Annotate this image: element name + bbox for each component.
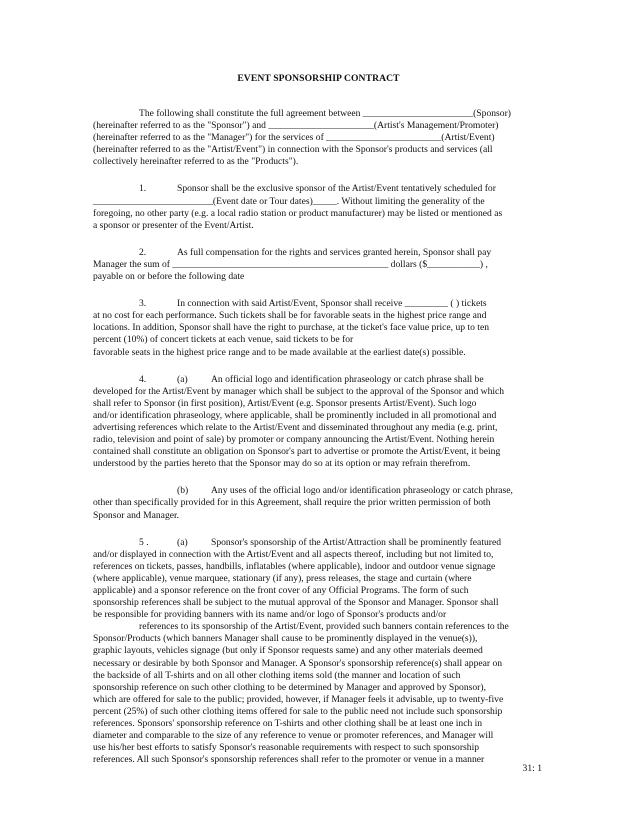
section-number: 2. [139, 246, 147, 258]
section-5a [93, 537, 544, 767]
section-line: percent (10%) of concert tickets at each venue, said tickets to be for [93, 334, 354, 346]
section-text: In connection with said Artist/Event, Sponsor shall receive _________ ( ) tickets [177, 298, 487, 310]
section-text: Sponsor's sponsorship of the Artist/Attraction shall be prominently featured [211, 536, 502, 548]
section-number: 3. [139, 298, 147, 310]
section-line: _________________________(Event date or Tour dates)_____. Without limiting the generality of the [93, 195, 485, 207]
intro-line: (hereinafter referred to as the "Sponsor") and ______________________(Artist's Management/Promoter) [93, 120, 499, 132]
section-number: 1. [139, 183, 147, 195]
section-4a [93, 374, 544, 471]
section-line: sponsorship reference on such other clothing to be determined by Manager and approved by Sponsor), [93, 681, 486, 693]
section-line: the backside of all T-shirts and on all other clothing items sold (the manner and location of such [93, 669, 461, 681]
subsection-label: (b) [177, 485, 189, 497]
section-line: which are offered for sale to the public; provided, however, if Manager feels it advisable, up to twenty-five [93, 693, 504, 705]
section-line: references. All such Sponsor's sponsorship references shall refer to the promoter or venue in a manner [93, 754, 485, 766]
section-text: Any uses of the official logo and/or identification phraseology or catch phrase, [211, 485, 513, 497]
intro-line: The following shall constitute the full agreement between _______________________(Sponsor) [139, 108, 511, 119]
section-3 [93, 298, 544, 358]
subsection-label: (a) [177, 373, 188, 385]
section-line: favorable seats in the highest price range and to be made available at the earliest date(s) possible. [93, 346, 466, 358]
section-line: and/or displayed in connection with the Artist/Event and all aspects thereof, including but not limited to, [93, 548, 494, 560]
section-line: foregoing, no other party (e.g. a local radio station or product manufacturer) may be listed or mentioned as [93, 207, 503, 219]
section-line: Sponsor and Manager. [93, 509, 180, 521]
section-line: shall refer to Sponsor (in first position), Artist/Event (e.g. Sponsor presents Artist/Event). Such logo [93, 397, 477, 409]
section-line: radio, television and point of sale) by promoter or company announcing the Artist/Event. Nothing herein [93, 434, 495, 446]
section-line: (where applicable), venue marquee, stationary (if any), press releases, the stage and curtain (where [93, 572, 472, 584]
section-line: applicable) and a sponsor reference on the front cover of any Official Programs. The form of such [93, 585, 469, 596]
section-line: Sponsor/Products (which banners Manager shall cause to be prominently displayed in the venue(s)), [93, 633, 478, 645]
section-line: graphic layouts, vehicles signage (but only if Sponsor requests same) and any other materials deemed [93, 645, 483, 657]
document-title: EVENT SPONSORSHIP CONTRACT [237, 73, 400, 84]
section-line: use his/her best efforts to satisfy Sponsor's reasonable requirements with respect to such sponsorship [93, 742, 480, 754]
section-line: Manager the sum of _____________________________________________ dollars ($___________) , [93, 258, 488, 270]
section-line: references. Sponsors' sponsorship reference on T-shirts and other clothing shall be at least one inch in [93, 718, 483, 730]
section-line: and/or identification phraseology, where applicable, shall be prominently included in all promotional and [93, 409, 497, 421]
section-line: a sponsor or presenter of the Event/Artist. [93, 219, 254, 231]
subsection-label: (a) [177, 536, 188, 548]
section-line: other than specifically provided for in this Agreement, shall require the prior written permission of both [93, 497, 491, 509]
section-2 [93, 247, 544, 283]
section-line: understood by the parties hereto that the Sponsor may do so at its option or may refrain therefrom. [93, 458, 471, 470]
section-line: references on tickets, passes, handbills, inflatables (where applicable), indoor and outdoor venue signage [93, 560, 496, 572]
section-line: locations. In addition, Sponsor shall have the right to purchase, at the ticket's face value price, up to ten [93, 322, 490, 334]
section-line: at no cost for each performance. Such tickets shall be for favorable seats in the highest price range and [93, 310, 487, 322]
section-line: necessary or desirable by both Sponsor and Manager. A Sponsor's sponsorship reference(s) shall appear on [93, 657, 503, 669]
section-text: Sponsor shall be the exclusive sponsor of the Artist/Event tentatively scheduled for [177, 183, 496, 195]
section-line: payable on or before the following date [93, 271, 245, 283]
section-line: references to its sponsorship of the Artist/Event, provided such banners contain references to the [139, 621, 509, 633]
intro-line: (hereinafter referred to as the "Artist/Event") in connection with the Sponsor's products and services (all [93, 144, 493, 156]
intro-line: (hereinafter referred to as the "Manager") for the services of ________________________(Artist/Event) [93, 132, 495, 144]
section-number: 4. [139, 373, 147, 385]
section-text: As full compensation for the rights and services granted herein, Sponsor shall pay [177, 246, 492, 258]
section-number: 5 . [139, 536, 149, 548]
section-line: percent (25%) of such other clothing items offered for sale to the public need not include such sponsorship [93, 705, 503, 717]
section-text: An official logo and identification phraseology or catch phrase shall be [211, 373, 484, 385]
section-line: contained shall constitute an obligation on Sponsor's part to advertise or promote the Artist/Event, it being [93, 446, 501, 458]
page-number: 31: 1 [522, 763, 542, 774]
intro-line: collectively hereinafter referred to as the "Products"). [93, 156, 299, 168]
section-line: sponsorship references shall be subject to the mutual approval of the Sponsor and Manager. Sponsor shall [93, 597, 499, 609]
section-line: be responsible for providing banners with its name and/or logo of Sponsor's products and/or [93, 609, 447, 621]
section-line: diameter and comparable to the size of any reference to venue or promoter references, and Manager will [93, 730, 494, 742]
section-4b [93, 485, 544, 521]
section-1 [93, 183, 544, 231]
section-line: developed for the Artist/Event by manager which shall be subject to the approval of the Sponsor and which [93, 385, 505, 397]
intro-paragraph [93, 108, 544, 168]
section-line: advertising references which relate to the Artist/Event and disseminated throughout any media (e.g. print, [93, 421, 498, 433]
